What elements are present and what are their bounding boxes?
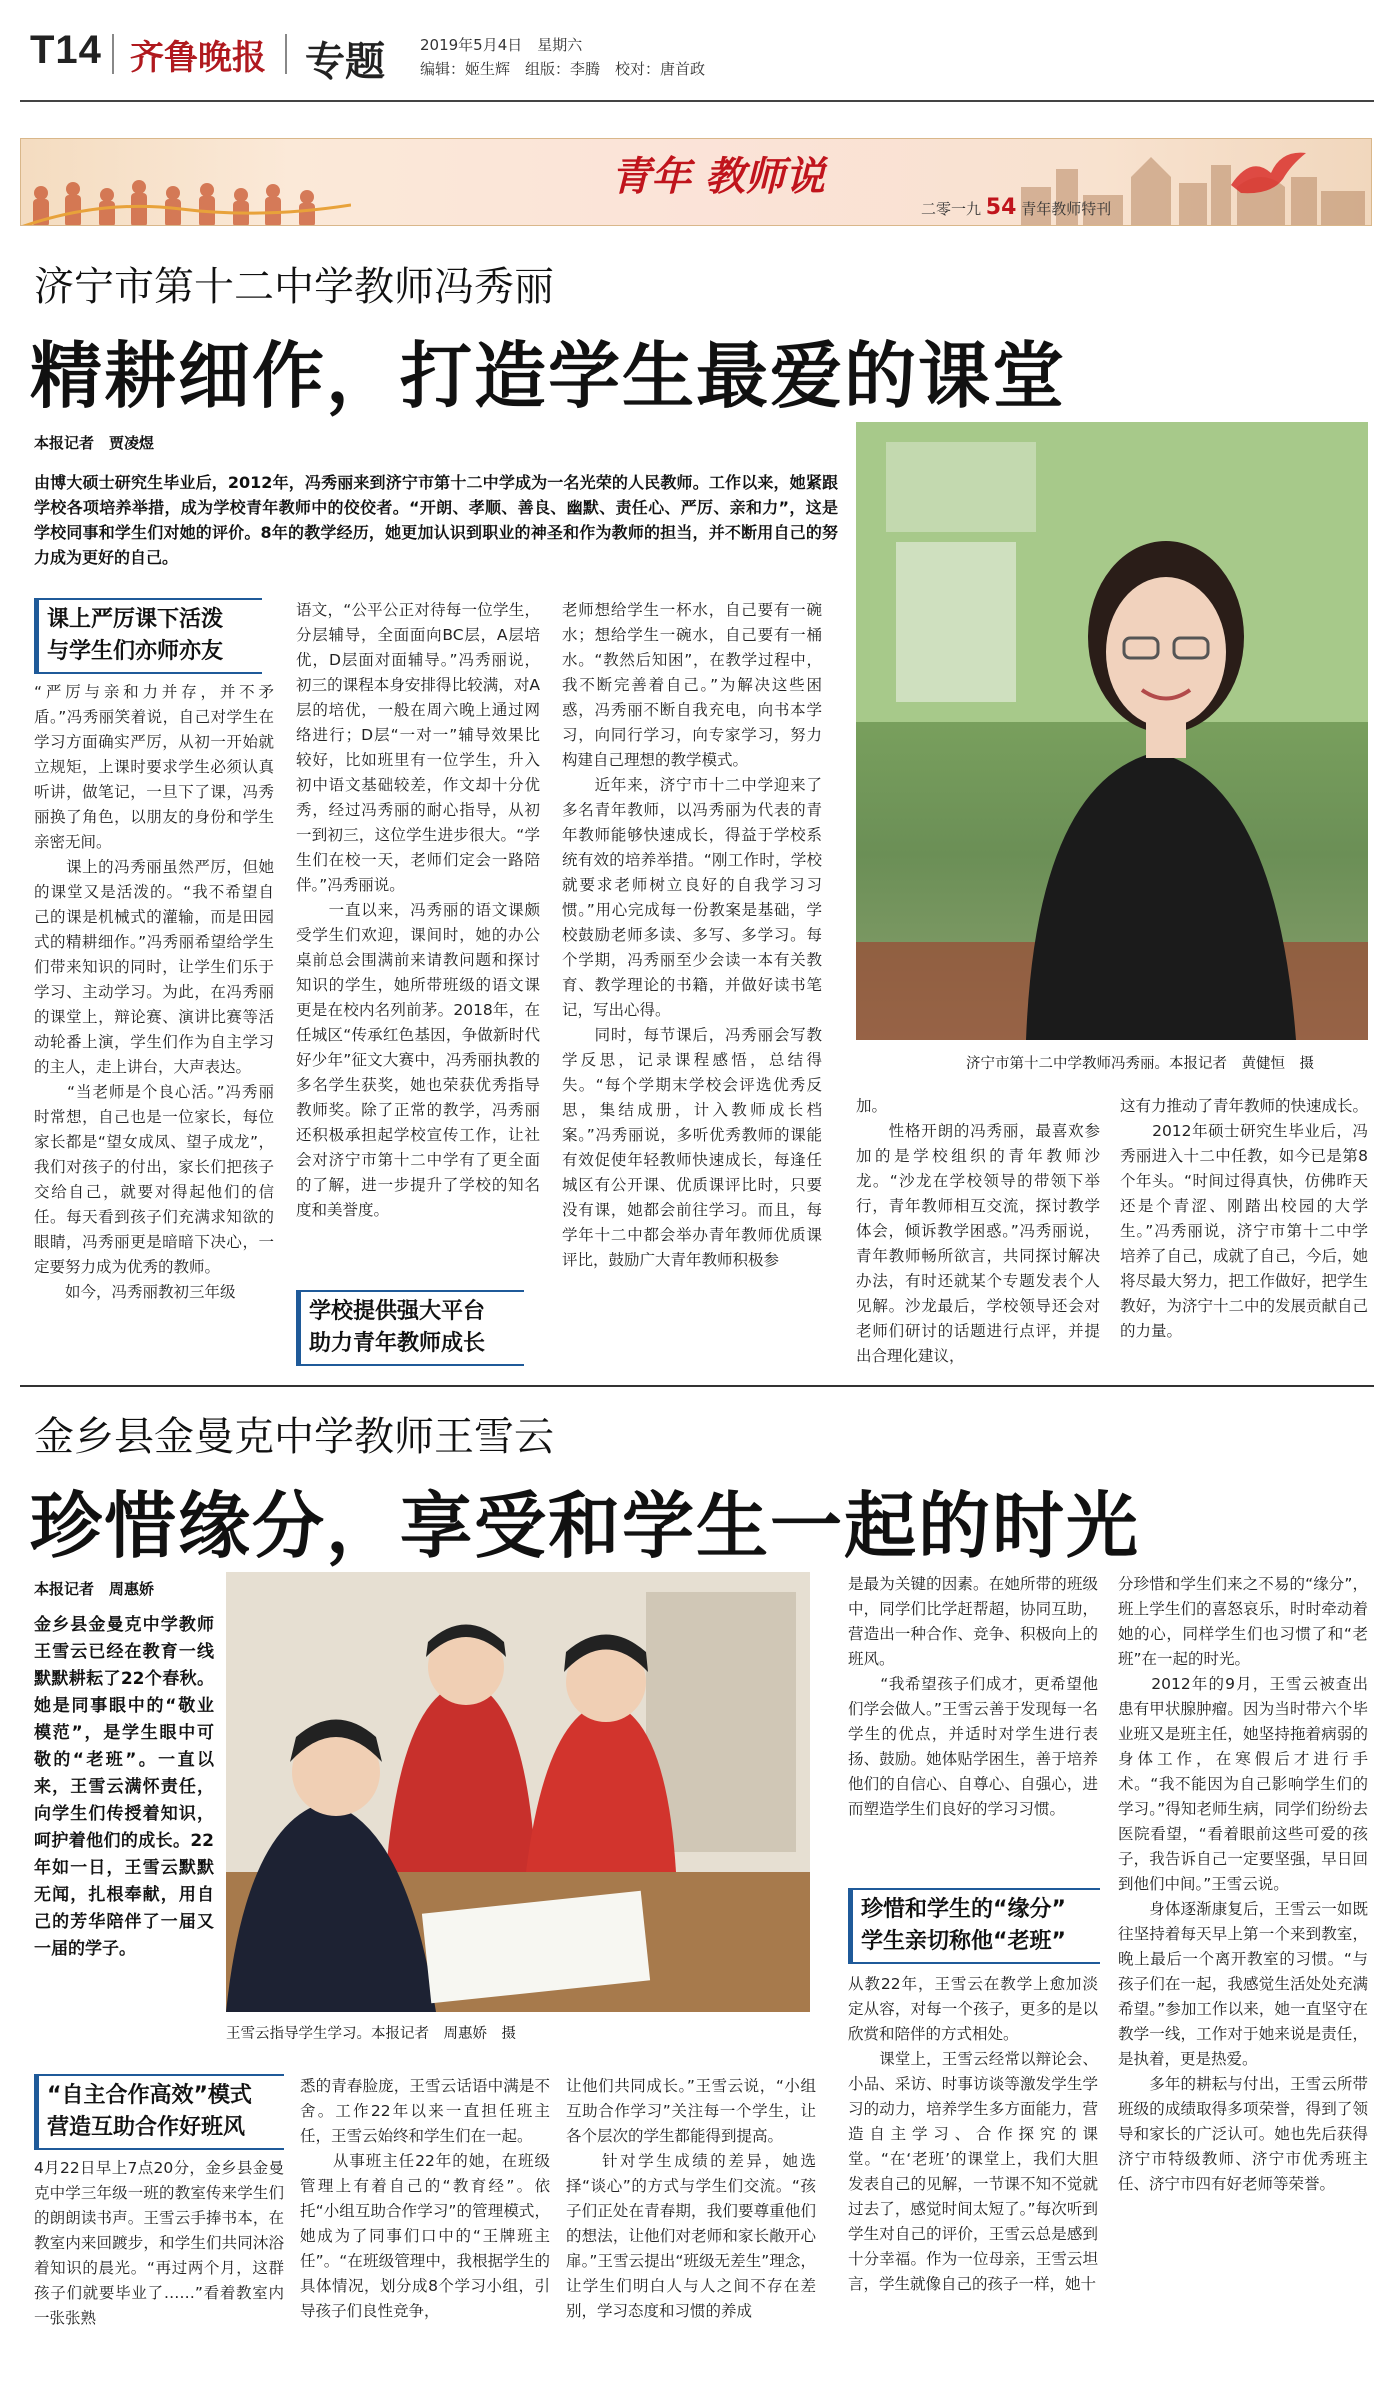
date-line: 2019年5月4日 星期六	[420, 36, 583, 54]
header-meta	[420, 33, 705, 81]
dove-icon	[1221, 145, 1311, 205]
article-text: “严厉与亲和力并存，并不矛盾。”冯秀丽笑着说，自己对学生在学习方面确实严厉，从初一开始就立规矩，上课时要求学生必须认真听讲，做笔记，一旦下了课，冯秀丽换了角色，以朋友的身份和学生亲密无间。 课上的冯秀丽虽然严厉，但她的课堂又是活泼的。“我不希望自己的课是机械式的灌输，而是田园式的精耕细作。”冯秀丽希望给学生们带来知识的同时，让学生们乐于学习、主动学习。为此，在冯秀丽的课堂上，辩论赛、演讲比赛等活动轮番上演，学生们作为自主学习的主人，走上讲台，大声表达。 “当老师是个良心活。”冯秀丽时常想，自己也是一位家长，每位家长都是“望女成凤、望子成龙”，我们对孩子的付出，家长们把孩子交给自己，就要对得起他们的信任。每天看到孩子们充满求知欲的眼睛，冯秀丽更是暗暗下决心，一定要努力成为优秀的教师。 如今，冯秀丽教初三年级	[34, 683, 274, 1301]
article1-col5	[1120, 1094, 1368, 1369]
header-divider	[112, 34, 114, 74]
article2-col3	[566, 2074, 816, 2381]
article-text: 加。 性格开朗的冯秀丽，最喜欢参加的是学校组织的青年教师沙龙。“沙龙在学校领导的带领下举行，青年教师相互交流，探讨教学体会，倾诉教学困惑。”冯秀丽说，青年教师畅所欲言，共同探讨解决办法，有时还就某个专题发表个人见解。沙龙最后，学校领导还会对老师们研讨的话题进行点评，并提出合理化建议，	[856, 1097, 1100, 1365]
article-text: 分珍惜和学生们来之不易的“缘分”，班上学生们的喜怒哀乐，时时牵动着她的心，同样学生们也习惯了和“老班”在一起的时光。 2012年的9月，王雪云被查出患有甲状腺肿瘤。因为当时带六个毕业班又是班主任，她坚持拖着病弱的身体工作，在寒假后才进行手术。“我不能因为自己影响学生们的学习。”得知老师生病，同学们纷纷去医院看望，“看着眼前这些可爱的孩子，我告诉自己一定要坚强，早日回到他们中间。”王雪云说。 身体逐渐康复后，王雪云一如既往坚持着每天早上第一个来到教室，晚上最后一个离开教室的习惯。“与孩子们在一起，我感觉生活处处充满希望。”参加工作以来，她一直坚守在教学一线，工作对于她来说是责任，是执着，更是热爱。 多年的耕耘与付出，王雪云所带班级的成绩取得多项荣誉，得到了领导和家长的广泛认可。她也先后获得济宁市特级教师、济宁市优秀班主任、济宁市四有好老师等荣誉。	[1118, 1575, 1368, 2193]
article1-col2	[296, 598, 540, 1283]
article-text: 老师想给学生一杯水，自己要有一碗水；想给学生一碗水，自己要有一桶水。“教然后知困”，在教学过程中，我不断完善着自己。”为解决这些困惑，冯秀丽不断自我充电，向书本学习，向同行学习，向专家学习，努力构建自己理想的教学模式。 近年来，济宁市十二中学迎来了多名青年教师，以冯秀丽为代表的青年教师能够快速成长，得益于学校系统有效的培养举措。“刚工作时，学校就要求老师树立良好的自我学习习惯。”用心完成每一份教案是基础，学校鼓励老师多读、多写、多学习。每个学期，冯秀丽至少会读一本有关教育、教学理论的书籍，并做好读书笔记，写出心得。 同时，每节课后，冯秀丽会写教学反思，记录课程感悟，总结得失。“每个学期末学校会评选优秀反思，集结成册，计入教师成长档案。”冯秀丽说，多听优秀教师的课能有效促使年轻教师快速成长，每逢任城区有公开课、优质课评比时，只要没有课，她都会前往学习。而且，每学年十二中都会举办青年教师优质课评比，鼓励广大青年教师积极参	[562, 601, 822, 1269]
teacher-portrait-icon	[856, 422, 1368, 1040]
article-text: 这有力推动了青年教师的快速成长。 2012年硕士研究生毕业后，冯秀丽进入十二中任教，如今已是第8个年头。“时间过得真快，仿佛昨天还是个青涩、刚踏出校园的大学生。”冯秀丽说，济宁市第十二中学培养了自己，成就了自己，今后，她将尽最大努力，把工作做好，把学生教好，为济宁十二中的发展贡献自己的力量。	[1120, 1097, 1368, 1340]
section-title: 专题	[305, 39, 385, 85]
article-text: 悉的青春脸庞，王雪云话语中满是不舍。工作22年以来一直担任班主任，王雪云始终和学生们在一起。 从事班主任22年的她，在班级管理上有着自己的“教育经”。依托“小组互助合作学习”的管理模式，她成为了同事们口中的“王牌班主任”。“在班级管理中，我根据学生的具体情况，划分成8个学习小组，引导孩子们良性竞争，	[300, 2077, 550, 2320]
subhead-line: 学生亲切称他“老班”	[861, 1929, 1066, 1954]
article1-col4	[856, 1094, 1100, 1369]
subhead-line: 课上严厉课下活泼	[47, 607, 224, 632]
banner-issue: 青年教师特刊	[1021, 200, 1112, 218]
article2-col1	[34, 2156, 284, 2381]
article2-col6	[1118, 1572, 1368, 2382]
article-divider	[20, 1385, 1374, 1387]
article-text: 4月22日早上7点20分，金乡县金曼克中学三年级一班的教室传来学生们的朗朗读书声。王雪云手捧书本，在教室内来回踱步，和学生们共同沐浴着知识的晨光。“再过两个月，这群孩子们就要毕业了……”看着教室内一张张熟	[34, 2159, 284, 2327]
article2-photo	[226, 1572, 810, 2012]
article-text: 从教22年，王雪云在教学上愈加淡定从容，对每一个孩子，更多的是以欣赏和陪伴的方式相处。 课堂上，王雪云经常以辩论会、小品、采访、时事访谈等激发学生学习的动力，培养学生多方面能力，营造自主学习、合作探究的课堂。“在‘老班’的课堂上，我们大胆发表自己的见解，一节课不知不觉就过去了，感觉时间太短了。”每次听到学生对自己的评价，王雪云总是感到十分幸福。作为一位母亲，王雪云坦言，学生就像自己的孩子一样，她十	[848, 1975, 1098, 2293]
article2-subhead-2	[848, 1888, 1100, 1964]
article-text: 让他们共同成长。”王雪云说，“小组互助合作学习”关注每一个学生，让各个层次的学生都能得到提高。 针对学生成绩的差异，她选择“谈心”的方式与学生们交流。“孩子们正处在青春期，我们要尊重他们的想法，让他们对老师和家长敞开心扉。”王雪云提出“班级无差生”理念，让学生们明白人与人之间不存在差别，学习态度和习惯的养成	[566, 2077, 816, 2320]
banner-title: 青年 教师说	[611, 153, 825, 200]
special-issue-banner	[20, 138, 1372, 226]
article1-subhead-1	[34, 598, 262, 674]
article1-subhead-2	[296, 1290, 524, 1366]
banner-subtitle	[921, 195, 1111, 220]
article2-kicker: 金乡县金曼克中学教师王雪云	[34, 1414, 554, 1460]
article1-photo-caption: 济宁市第十二中学教师冯秀丽。本报记者 黄健恒 摄	[966, 1056, 1314, 1072]
page-code: T14	[30, 28, 102, 72]
paper-logo: 齐鲁晚报	[130, 38, 266, 78]
article1-byline: 本报记者 贾凌煜	[34, 434, 155, 452]
article2-col2	[300, 2074, 550, 2381]
article2-col4	[848, 1572, 1098, 1872]
article2-subhead-1	[34, 2074, 284, 2150]
subhead-line: 营造互助合作好班风	[47, 2115, 246, 2140]
subhead-line: 助力青年教师成长	[309, 1331, 486, 1356]
crowd-silhouette-icon	[21, 179, 351, 226]
article2-photo-caption: 王雪云指导学生学习。本报记者 周惠娇 摄	[226, 2026, 516, 2042]
article1-lead: 由博大硕士研究生毕业后，2012年，冯秀丽来到济宁市第十二中学成为一名光荣的人民教师。工作以来，她紧跟学校各项培养举措，成为学校青年教师中的佼佼者。“开朗、孝顺、善良、幽默、责任心、严厉、亲和力”，这是学校同事和学生们对她的评价。8年的教学经历，她更加认识到职业的神圣和作为教师的担当，并不断用自己的努力成为更好的自己。	[34, 473, 838, 567]
article2-byline: 本报记者 周惠娇	[34, 1580, 155, 1598]
staff-line: 编辑：姬生辉 组版：李腾 校对：唐首政	[420, 60, 706, 78]
banner-year: 二零一九	[921, 200, 982, 218]
article1-photo	[856, 422, 1368, 1040]
header-divider	[285, 34, 287, 74]
article1-col1	[34, 680, 274, 1365]
article-text: 语文，“公平公正对待每一位学生，分层辅导，全面面向BC层，A层培优，D层面对面辅导。”冯秀丽说，初三的课程本身安排得比较满，对A层的培优，一般在周六晚上通过网络进行；D层“一对一”辅导效果比较好，比如班里有一位学生，升入初中语文基础较差，作文却十分优秀，经过冯秀丽的耐心指导，从初一到初三，这位学生进步很大。“学生们在校一天，老师们定会一路陪伴。”冯秀丽说。 一直以来，冯秀丽的语文课颇受学生们欢迎，课间时，她的办公桌前总会围满前来请教问题和探讨知识的学生，她所带班级的语文课更是在校内名列前茅。2018年，在任城区“传承红色基因，争做新时代好少年”征文大赛中，冯秀丽执教的多名学生获奖，她也荣获优秀指导教师奖。除了正常的教学，冯秀丽还积极承担起学校宣传工作，让社会对济宁市第十二中学有了更全面的了解，进一步提升了学校的知名度和美誉度。	[296, 601, 540, 1219]
banner-54: 54	[985, 195, 1017, 220]
article1-kicker: 济宁市第十二中学教师冯秀丽	[34, 264, 554, 310]
article2-col5	[848, 1972, 1098, 2382]
subhead-line: “自主合作高效”模式	[47, 2083, 252, 2108]
article-text: 是最为关键的因素。在她所带的班级中，同学们比学赶帮超，协同互助，营造出一种合作、竞争、积极向上的班风。 “我希望孩子们成才，更希望他们学会做人。”王雪云善于发现每一名学生的优点，并适时对学生进行表扬、鼓励。她体贴学困生，善于培养他们的自信心、自尊心、自强心，进而塑造学生们良好的学习习惯。	[848, 1575, 1098, 1818]
header-rule	[20, 100, 1374, 102]
article2-headline: 珍惜缘分，享受和学生一起的时光	[30, 1484, 1141, 1568]
article1-col3	[562, 598, 822, 1368]
subhead-line: 珍惜和学生的“缘分”	[861, 1897, 1066, 1922]
article1-headline: 精耕细作，打造学生最爱的课堂	[30, 334, 1067, 418]
classroom-scene-icon	[226, 1572, 810, 2012]
article2-lead: 金乡县金曼克中学教师王雪云已经在教育一线默默耕耘了22个春秋。她是同事眼中的“敬业模范”，是学生眼中可敬的“老班”。一直以来，王雪云满怀责任，向学生们传授着知识，呵护着他们的成长。22年如一日，王雪云默默无闻，扎根奉献，用自己的芳华陪伴了一届又一届的学子。	[34, 1615, 214, 1959]
subhead-line: 与学生们亦师亦友	[47, 639, 224, 664]
subhead-line: 学校提供强大平台	[309, 1299, 486, 1324]
